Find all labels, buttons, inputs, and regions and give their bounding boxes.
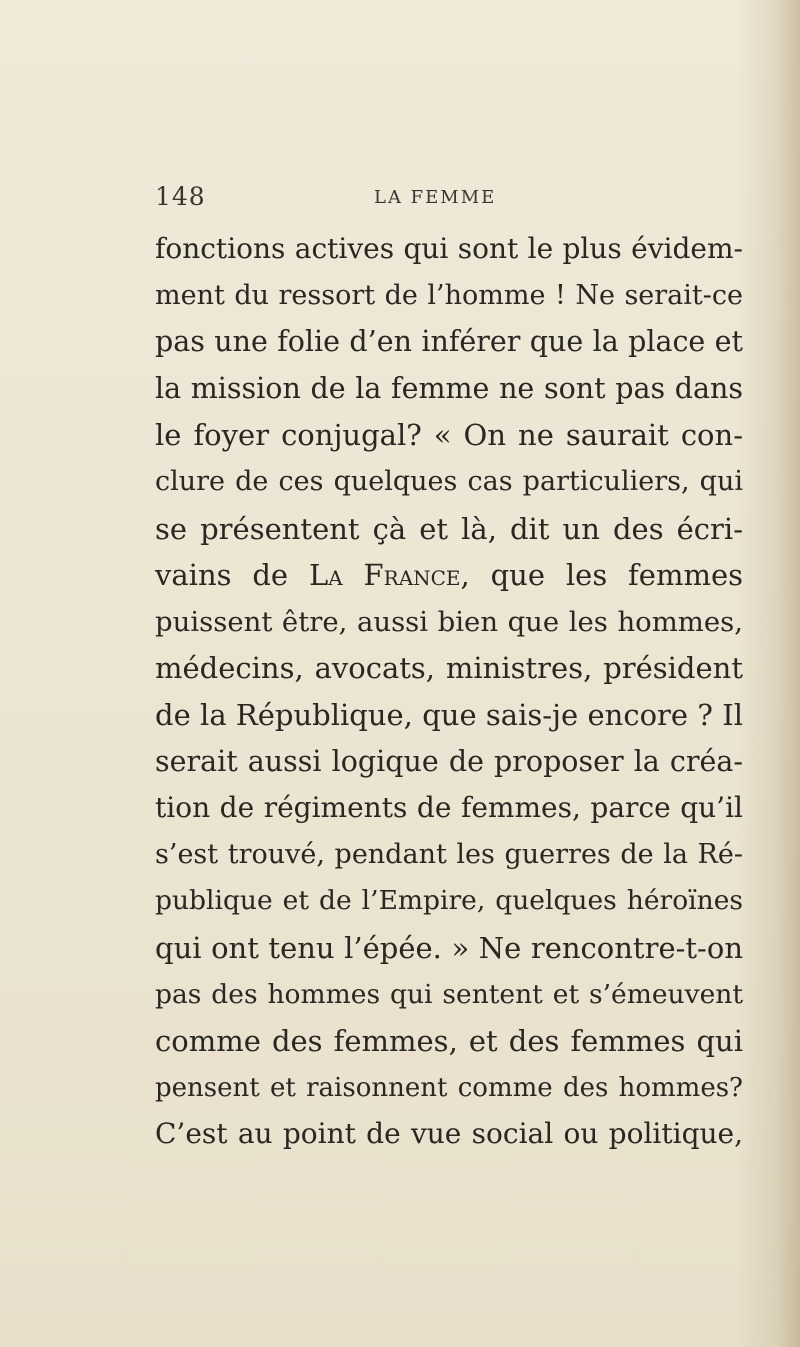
running-title: LA FEMME bbox=[374, 187, 497, 208]
text-line: pensent et raisonnent comme des hommes? bbox=[155, 1072, 743, 1103]
text-line: vains de La France, que les femmes bbox=[155, 558, 743, 593]
text-line: se présentent çà et là, dit un des écri- bbox=[155, 511, 743, 546]
page-header bbox=[155, 176, 745, 216]
text-line: ment du ressort de l’homme ! Ne serait-ce bbox=[155, 279, 743, 311]
text-line: serait aussi logique de proposer la créa- bbox=[155, 744, 743, 778]
body-text bbox=[155, 226, 743, 1158]
text-line: comme des femmes, et des femmes qui bbox=[155, 1024, 743, 1059]
text-line: fonctions actives qui sont le plus évidem- bbox=[155, 232, 743, 265]
text-line: médecins, avocats, ministres, président bbox=[155, 651, 743, 686]
page-number: 148 bbox=[155, 182, 206, 211]
text-line: tion de régiments de femmes, parce qu’il bbox=[155, 791, 743, 825]
publication-name: La France bbox=[308, 558, 461, 593]
text-line: clure de ces quelques cas particuliers, qui bbox=[155, 465, 743, 497]
text-line: la mission de la femme ne sont pas dans bbox=[155, 371, 743, 405]
text-line: qui ont tenu l’épée. » Ne rencontre-t-on bbox=[155, 930, 743, 965]
text-line: pas des hommes qui sentent et s’émeuvent bbox=[155, 978, 743, 1010]
text-line: de la République, que sais-je encore ? Il bbox=[155, 697, 743, 732]
text-line: pas une folie d’en inférer que la place et bbox=[155, 325, 743, 359]
text-line: publique et de l’Empire, quelques héroïnes bbox=[155, 885, 743, 917]
text-line: C’est au point de vue social ou politique, bbox=[155, 1117, 743, 1151]
text-line: s’est trouvé, pendant les guerres de la Ré- bbox=[155, 838, 743, 870]
text-line: puissent être, aussi bien que les hommes, bbox=[155, 605, 743, 638]
text-line: le foyer conjugal? « On ne saurait con- bbox=[155, 418, 743, 453]
